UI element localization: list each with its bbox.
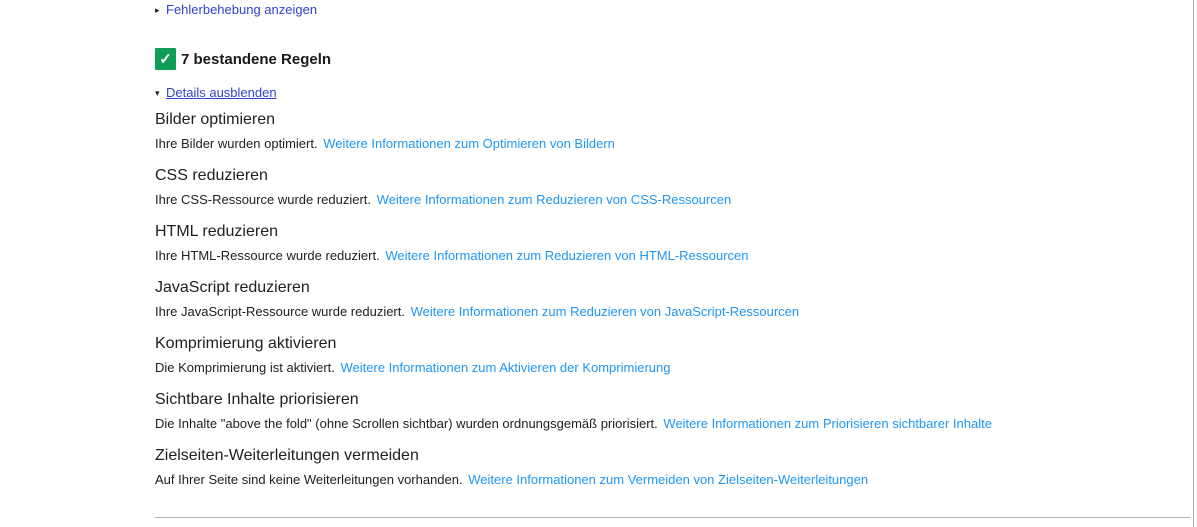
rule-description-text: Ihre CSS-Ressource wurde reduziert. — [155, 192, 372, 207]
rule-more-info-link[interactable]: Weitere Informationen zum Reduzieren von HTML-Ressourcen — [385, 248, 749, 263]
section-divider — [155, 517, 1190, 518]
passed-rules-title: 7 bestandene Regeln — [181, 50, 332, 68]
rule-description-text: Die Komprimierung ist aktiviert. — [155, 360, 335, 375]
rule-item-optimize-images — [155, 109, 1197, 152]
rule-more-info-link[interactable]: Weitere Informationen zum Optimieren von Bildern — [323, 136, 615, 151]
passed-rules-list — [155, 109, 1197, 488]
rule-title: Sichtbare Inhalte priorisieren — [155, 391, 359, 408]
rule-description — [155, 415, 1197, 432]
rule-description — [155, 471, 1197, 488]
collapsed-triangle-icon: ▸ — [155, 5, 160, 15]
rule-title: JavaScript reduzieren — [155, 279, 310, 296]
rule-more-info-link[interactable]: Weitere Informationen zum Reduzieren von CSS-Ressourcen — [376, 192, 732, 207]
rule-more-info-link[interactable]: Weitere Informationen zum Aktivieren der Komprimierung — [340, 360, 671, 375]
hide-details-link[interactable]: Details ausblenden — [166, 85, 277, 100]
rule-title: Bilder optimieren — [155, 111, 276, 128]
rule-description-text: Die Inhalte "above the fold" (ohne Scrollen sichtbar) wurden ordnungsgemäß priorisiert. — [155, 416, 658, 431]
rule-description-text: Auf Ihrer Seite sind keine Weiterleitungen vorhanden. — [155, 472, 463, 487]
rule-description — [155, 359, 1197, 376]
show-troubleshooting-link[interactable]: Fehlerbehebung anzeigen — [166, 2, 318, 17]
rule-more-info-link[interactable]: Weitere Informationen zum Priorisieren sichtbarer Inhalte — [663, 416, 992, 431]
rule-item-minify-javascript — [155, 277, 1197, 320]
rule-description — [155, 247, 1197, 264]
panel-right-border — [1193, 0, 1194, 527]
rule-item-prioritize-visible-content — [155, 389, 1197, 432]
show-troubleshooting-row — [155, 0, 1197, 18]
rule-description — [155, 303, 1197, 320]
rule-description-text: Ihre JavaScript-Ressource wurde reduziert. — [155, 304, 405, 319]
rule-more-info-link[interactable]: Weitere Informationen zum Reduzieren von JavaScript-Ressourcen — [410, 304, 800, 319]
rule-item-minify-html — [155, 221, 1197, 264]
hide-details-row — [155, 85, 1197, 101]
rule-more-info-link[interactable]: Weitere Informationen zum Vermeiden von Zielseiten-Weiterleitungen — [468, 472, 869, 487]
rule-title: CSS reduzieren — [155, 167, 268, 184]
rule-item-avoid-landing-page-redirects — [155, 445, 1197, 488]
rule-description-text: Ihre Bilder wurden optimiert. — [155, 136, 318, 151]
rule-description — [155, 135, 1197, 152]
rule-title: Komprimierung aktivieren — [155, 335, 337, 352]
rule-description-text: Ihre HTML-Ressource wurde reduziert. — [155, 248, 380, 263]
rule-item-minify-css — [155, 165, 1197, 208]
rule-title: HTML reduzieren — [155, 223, 279, 240]
rule-description — [155, 191, 1197, 208]
expanded-triangle-icon: ▾ — [155, 88, 160, 98]
rule-title: Zielseiten-Weiterleitungen vermeiden — [155, 447, 419, 464]
green-check-icon: ✓ — [155, 48, 176, 70]
rule-item-enable-compression — [155, 333, 1197, 376]
passed-rules-header — [155, 48, 1197, 70]
